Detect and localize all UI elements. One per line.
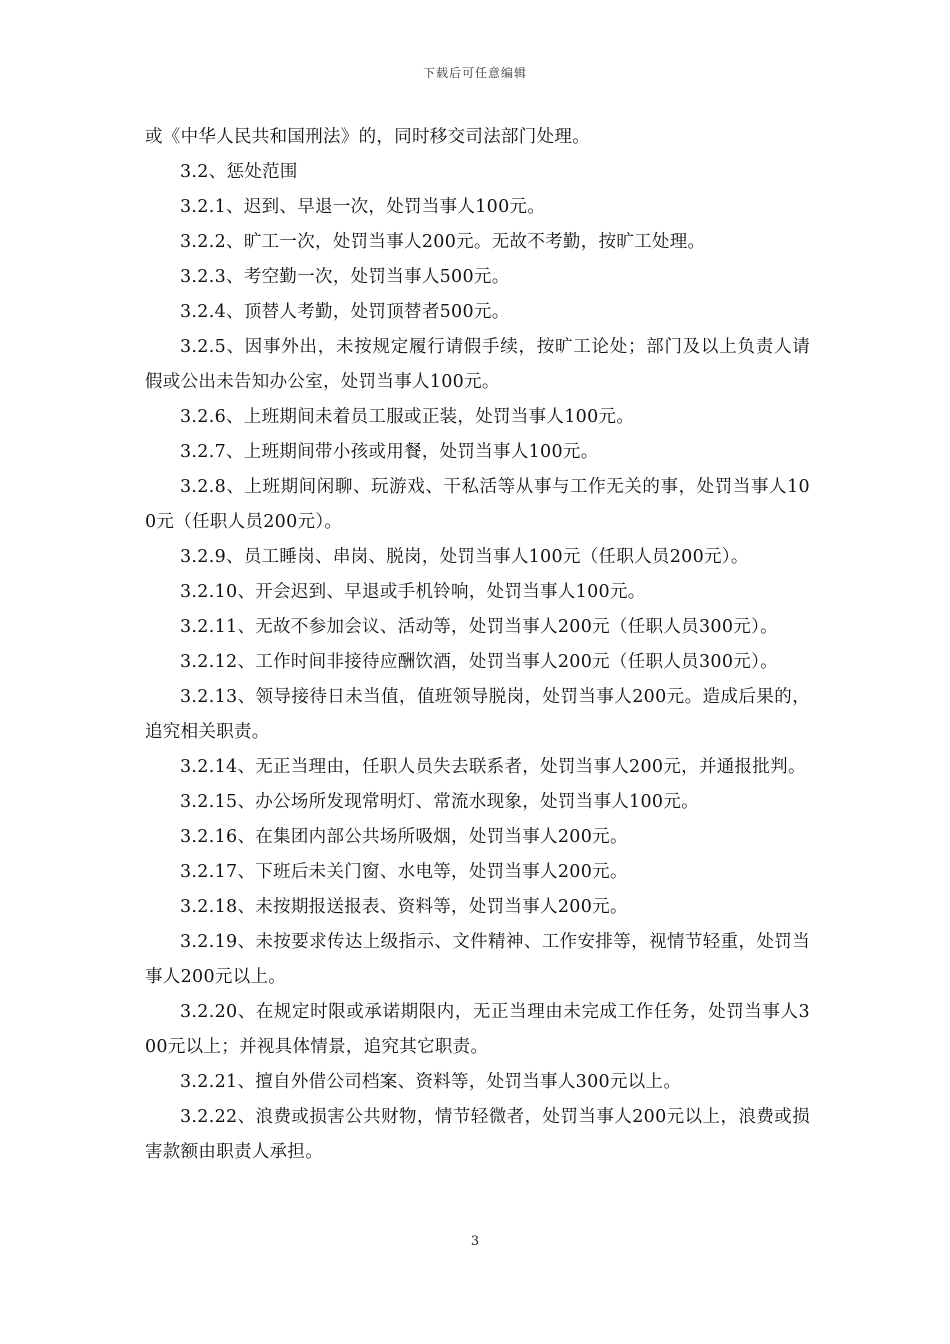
clause-3-2-21: 3.2.21、擅自外借公司档案、资料等，处罚当事人300元以上。 (180, 1072, 682, 1092)
clause-3-2-13: 3.2.13、领导接待日未当值，值班领导脱岗，处罚当事人200元。造成后果的，追究相关职责。 (145, 687, 810, 742)
clause-3-2-3: 3.2.3、考空勤一次，处罚当事人500元。 (180, 267, 510, 287)
clause-3-2-20: 3.2.20、在规定时限或承诺期限内，无正当理由未完成工作任务，处罚当事人300元以上；并视具体情景，追究其它职责。 (145, 1002, 810, 1057)
clause-3-2-17: 3.2.17、下班后未关门窗、水电等，处罚当事人200元。 (180, 862, 628, 882)
clause-3-2-5: 3.2.5、因事外出，未按规定履行请假手续，按旷工论处；部门及以上负责人请假或公出未告知办公室，处罚当事人100元。 (145, 337, 810, 392)
clause-3-2-8: 3.2.8、上班期间闲聊、玩游戏、干私活等从事与工作无关的事，处罚当事人100元（任职人员200元）。 (145, 477, 810, 532)
document-body (145, 120, 810, 1170)
page-header: 下载后可任意编辑 (422, 66, 527, 80)
section-heading: 3.2、惩处范围 (180, 162, 298, 182)
clause-3-2-1: 3.2.1、迟到、早退一次，处罚当事人100元。 (180, 197, 546, 217)
clause-3-2-14: 3.2.14、无正当理由，任职人员失去联系者，处罚当事人200元，并通报批判。 (180, 757, 806, 777)
clause-3-2-12: 3.2.12、工作时间非接待应酬饮酒，处罚当事人200元（任职人员300元）。 (180, 652, 778, 672)
clause-3-2-4: 3.2.4、顶替人考勤，处罚顶替者500元。 (180, 302, 510, 322)
clause-3-2-11: 3.2.11、无故不参加会议、活动等，处罚当事人200元（任职人员300元）。 (180, 617, 778, 637)
page-number: 3 (470, 1234, 480, 1249)
clause-3-2-6: 3.2.6、上班期间未着员工服或正装，处罚当事人100元。 (180, 407, 635, 427)
clause-3-2-16: 3.2.16、在集团内部公共场所吸烟，处罚当事人200元。 (180, 827, 628, 847)
clause-3-2-10: 3.2.10、开会迟到、早退或手机铃响，处罚当事人100元。 (180, 582, 646, 602)
clause-3-2-2: 3.2.2、旷工一次，处罚当事人200元。无故不考勤，按旷工处理。 (180, 232, 706, 252)
clause-3-2-18: 3.2.18、未按期报送报表、资料等，处罚当事人200元。 (180, 897, 628, 917)
clause-3-2-9: 3.2.9、员工睡岗、串岗、脱岗，处罚当事人100元（任职人员200元）。 (180, 547, 749, 567)
clause-3-2-19: 3.2.19、未按要求传达上级指示、文件精神、工作安排等，视情节轻重，处罚当事人200元以上。 (145, 932, 810, 987)
clause-3-2-7: 3.2.7、上班期间带小孩或用餐，处罚当事人100元。 (180, 442, 599, 462)
clause-3-2-15: 3.2.15、办公场所发现常明灯、常流水现象，处罚当事人100元。 (180, 792, 699, 812)
clause-3-2-22: 3.2.22、浪费或损害公共财物，情节轻微者，处罚当事人200元以上，浪费或损害款额由职责人承担。 (145, 1107, 810, 1162)
paragraph: 或《中华人民共和国刑法》的，同时移交司法部门处理。 (145, 127, 590, 147)
